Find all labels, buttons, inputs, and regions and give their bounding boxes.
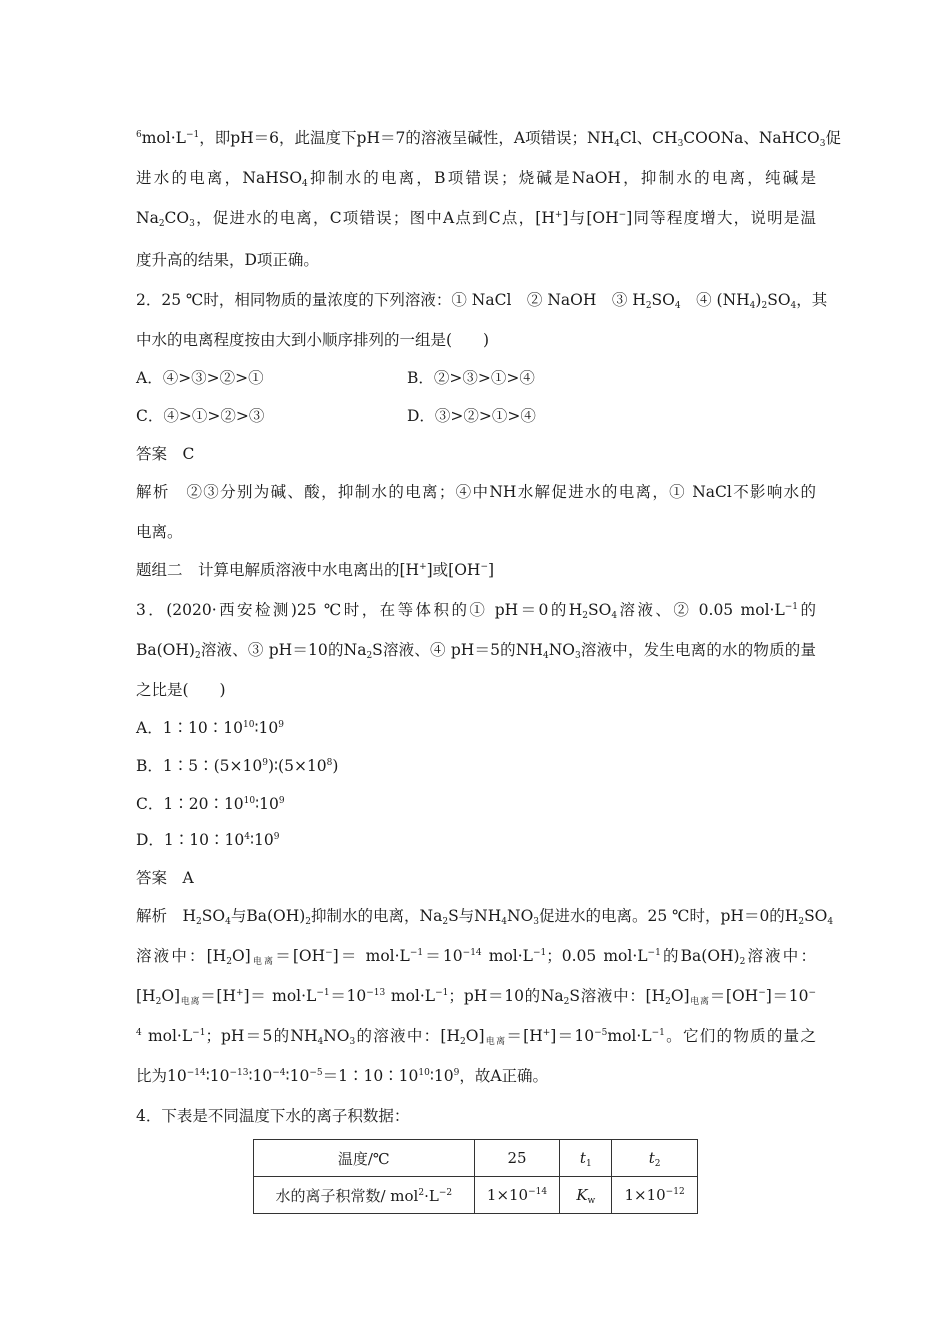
text-line-l25: 比为$10^{-14}∶10^{-13}∶10^{-4}∶10^{-5}=1∶10∶10^{10}∶10^9$，故A正确。 xyxy=(136,1067,549,1085)
table-cell: 水的离子积常数/ $mol^2\cdot L^{-2}$ xyxy=(254,1177,475,1214)
text-line-l22: 溶液中：$[H_2O]_{电离}=[OH^-]= mol\cdot L^{-1}=10^{-14}$ $mol\cdot L^{-1}$；0.05 $mol\cdot L^{-1}$的$Ba(OH)_2$溶液中： xyxy=(136,947,816,967)
text-line-l24: $^4$ $mol\cdot L^{-1}$；pH＝5的$NH_4NO_3$的溶液中：$[H_2O]_{电离}=[H^+]=10^{-5}mol\cdot L^{-1}$。它们的物质的量之 xyxy=(136,1027,816,1047)
text-line-l13: 3．(2020·西安检测)25 ℃时，在等体积的① pH＝0的$H_2SO_4$溶液、② 0.05 $mol\cdot L^{-1}$的 xyxy=(136,601,816,621)
text-line-l16: A．$1∶10∶10^{10}∶10^9$ xyxy=(136,719,284,737)
text-line-l17: B．$1∶5∶(5\times 10^9)∶(5\times 10^8)$ xyxy=(136,757,339,775)
text-line-l6: 中水的电离程度按由大到小顺序排列的一组是( ) xyxy=(136,331,490,349)
table-row xyxy=(254,1140,698,1177)
text-line-l18: C．$1∶20∶10^{10}∶10^9$ xyxy=(136,795,285,813)
text-line-l5: 2．25 ℃时，相同物质的量浓度的下列溶液：① NaCl ② NaOH ③ $H_2SO_4$ ④ $(NH_4)_2SO_4$，其 xyxy=(136,291,828,311)
text-line-l3: $Na_2CO_3$，促进水的电离，C项错误；图中A点到C点，[H+]与[OH−]同等程度增大，说明是温 xyxy=(136,209,816,229)
ion-product-table xyxy=(253,1139,698,1214)
text-line-l15: 之比是( ) xyxy=(136,681,226,699)
table-cell: $K_w$ xyxy=(560,1177,612,1214)
table-cell: $1\times 10^{-14}$ xyxy=(474,1177,560,1214)
text-line-l10: 解析 ②③分别为碱、酸，抑制水的电离；④中NH水解促进水的电离，① NaCl不影响水的 xyxy=(136,483,816,501)
table-cell: 25 xyxy=(474,1140,560,1177)
table-cell: $t_2$ xyxy=(612,1140,698,1177)
text-line-l14: $Ba(OH)_2$溶液、③ pH＝10的$Na_2S$溶液、④ pH＝5的$NH_4NO_3$溶液中，发生电离的水的物质的量 xyxy=(136,641,816,661)
text-line-l12: 题组二 计算电解质溶液中水电离出的[H+]或[OH−] xyxy=(136,561,495,579)
text-line-l19: D．$1∶10∶10^4∶10^9$ xyxy=(136,831,280,849)
text-line-l1: $^6mol\cdot L^{-1}$，即pH＝6，此温度下pH＝7的溶液呈碱性，A项错误；$NH_4Cl$、$CH_3COONa$、NaHCO$_3$促 xyxy=(136,129,842,149)
text-line-l20: 答案 A xyxy=(136,869,194,887)
table-row xyxy=(254,1177,698,1214)
table-cell: 温度/℃ xyxy=(254,1140,475,1177)
table-cell: $1\times 10^{-12}$ xyxy=(612,1177,698,1214)
text-line-l26: 4．下表是不同温度下水的离子积数据： xyxy=(136,1107,410,1125)
text-line-l2: 进水的电离，NaHSO$_4$抑制水的电离，B项错误；烧碱是NaOH，抑制水的电离，纯碱是 xyxy=(136,169,816,189)
text-line-l11: 电离。 xyxy=(136,523,183,541)
text-line-l4: 度升高的结果，D项正确。 xyxy=(136,251,319,269)
option-q2d: D．③>②>①>④ xyxy=(407,407,536,425)
text-line-l21: 解析 $H_2SO_4$与$Ba(OH)_2$抑制水的电离，$Na_2S$与$NH_4NO_3$促进水的电离。25 ℃时，pH＝0的$H_2SO_4$ xyxy=(136,907,834,927)
text-line-l9: 答案 C xyxy=(136,445,195,463)
option-q2c: C．④>①>②>③ xyxy=(136,407,265,425)
text-line-l23: $[H_2O]_{电离}=[H^+]= mol\cdot L^{-1}=10^{-13}$ $mol\cdot L^{-1}$；pH＝10的$Na_2S$溶液中：$[H_2O]_{电离}=[OH^-]=10^-$ xyxy=(136,987,816,1007)
table-cell: $t_1$ xyxy=(560,1140,612,1177)
option-q2b: B．②>③>①>④ xyxy=(407,369,535,387)
option-q2a: A．④>③>②>① xyxy=(136,369,264,387)
